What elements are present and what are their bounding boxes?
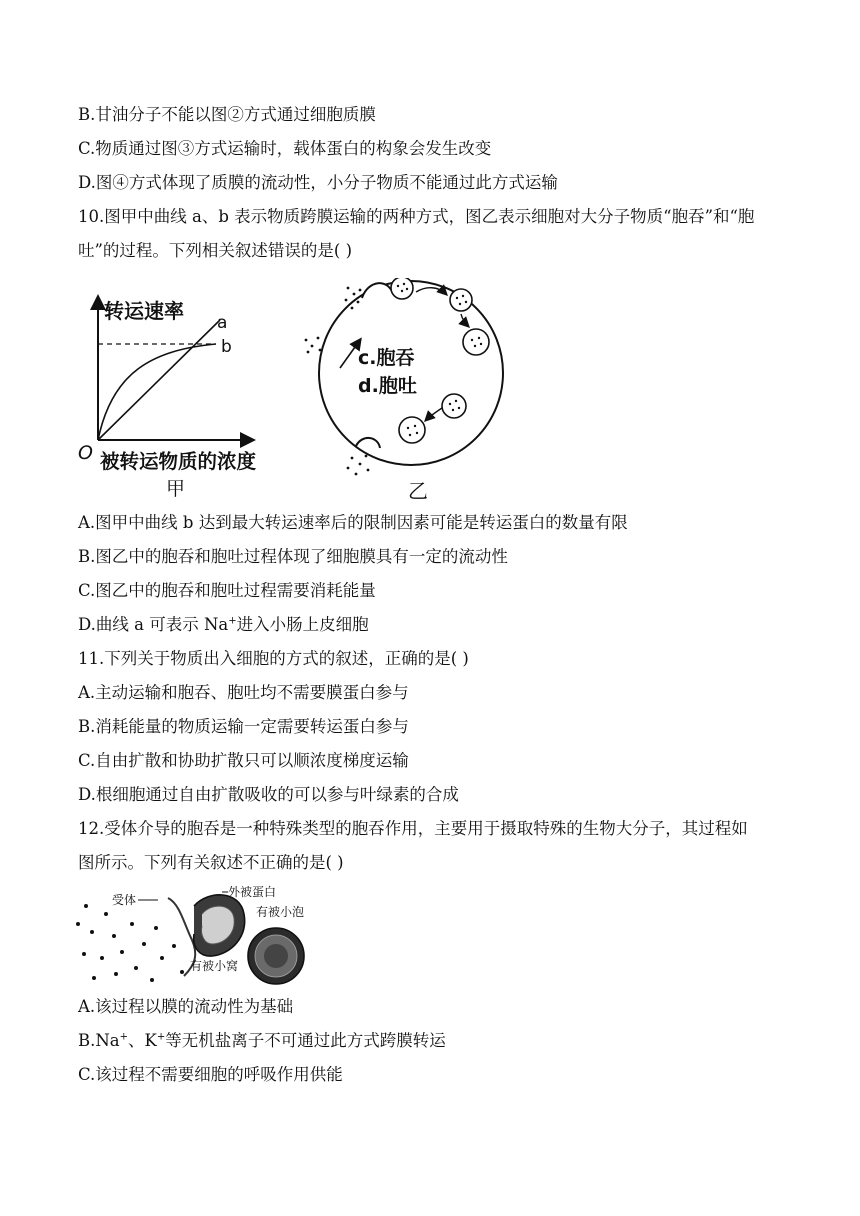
curve-b bbox=[98, 344, 216, 440]
q9-option-b: B.甘油分子不能以图②方式通过细胞质膜 bbox=[78, 105, 376, 124]
curve-a-label: a bbox=[217, 313, 228, 333]
q12-option-c: C.该过程不需要细胞的呼吸作用供能 bbox=[78, 1065, 343, 1084]
extracellular-particles-bottom bbox=[347, 455, 370, 476]
vesicle-export-2 bbox=[399, 417, 425, 443]
x-axis-label: 被转运物质的浓度 bbox=[100, 450, 257, 473]
arrow-2 bbox=[461, 314, 468, 326]
label-c-endocytosis: c.胞吞 bbox=[358, 347, 415, 369]
endocytosis-pit bbox=[362, 283, 393, 298]
q9-option-c: C.物质通过图③方式运输时，载体蛋白的构象会发生改变 bbox=[78, 139, 492, 158]
curve-a bbox=[98, 320, 220, 440]
q12-stem-line2: 图所示。下列有关叙述不正确的是( ) bbox=[78, 853, 344, 872]
q10-stem-line1: 10.图甲中曲线 a、b 表示物质跨膜运输的两种方式，图乙表示细胞对大分子物质“胞吞”和“胞 bbox=[78, 207, 755, 226]
q9-option-d: D.图④方式体现了质膜的流动性，小分子物质不能通过此方式运输 bbox=[78, 173, 558, 192]
q11-option-d: D.根细胞通过自由扩散吸收的可以参与叶绿素的合成 bbox=[78, 785, 459, 804]
arrow-1 bbox=[416, 288, 446, 294]
y-axis-label: 转运速率 bbox=[104, 299, 184, 323]
q11-option-a: A.主动运输和胞吞、胞吐均不需要膜蛋白参与 bbox=[78, 683, 409, 702]
q10-stem-line2: 吐”的过程。下列相关叙述错误的是( ) bbox=[78, 241, 353, 260]
q12-option-a: A.该过程以膜的流动性为基础 bbox=[78, 997, 294, 1016]
figure-receptor-endocytosis bbox=[72, 884, 352, 988]
vesicle-inner-1 bbox=[450, 289, 472, 311]
figure-jia-graph bbox=[70, 290, 290, 502]
label-d-exocytosis: d.胞吐 bbox=[358, 375, 417, 397]
figure-yi-cell bbox=[296, 278, 526, 504]
q10-option-b: B.图乙中的胞吞和胞吐过程体现了细胞膜具有一定的流动性 bbox=[78, 547, 508, 566]
arrow-endocytosis bbox=[340, 340, 360, 368]
label-receptor: 受体 bbox=[112, 893, 137, 907]
label-coated-pit: 有被小窝 bbox=[190, 959, 239, 973]
label-coat-protein: 外被蛋白 bbox=[228, 885, 277, 899]
label-coated-vesicle: 有被小泡 bbox=[256, 905, 305, 919]
q10-option-c: C.图乙中的胞吞和胞吐过程需要消耗能量 bbox=[78, 581, 376, 600]
q11-option-c: C.自由扩散和协助扩散只可以顺浓度梯度运输 bbox=[78, 751, 409, 770]
curve-b-label: b bbox=[221, 337, 232, 357]
extracellular-particles-left bbox=[305, 337, 322, 354]
q10-option-d: D.曲线 a 可表示 Na+进入小肠上皮细胞 bbox=[78, 615, 369, 634]
figure-yi-caption: 乙 bbox=[408, 479, 428, 503]
vesicle-export-1 bbox=[442, 394, 466, 418]
vesicle-forming bbox=[391, 278, 413, 299]
q11-stem: 11.下列关于物质出入细胞的方式的叙述，正确的是( ) bbox=[78, 649, 469, 668]
q10-option-a: A.图甲中曲线 b 达到最大转运速率后的限制因素可能是转运蛋白的数量有限 bbox=[78, 513, 628, 532]
q12-option-b: B.Na+、K+等无机盐离子不可通过此方式跨膜转运 bbox=[78, 1031, 446, 1050]
origin-label: O bbox=[78, 442, 93, 464]
vesicle-inner-2 bbox=[463, 329, 489, 355]
ligand-particles bbox=[76, 904, 184, 982]
figure-jia-caption: 甲 bbox=[166, 478, 186, 500]
q12-stem-line1: 12.受体介导的胞吞是一种特殊类型的胞吞作用，主要用于摄取特殊的生物大分子，其过程如 bbox=[78, 819, 748, 838]
q11-option-b: B.消耗能量的物质运输一定需要转运蛋白参与 bbox=[78, 717, 409, 736]
arrow-3 bbox=[426, 408, 442, 420]
exocytosis-pit bbox=[356, 438, 380, 448]
